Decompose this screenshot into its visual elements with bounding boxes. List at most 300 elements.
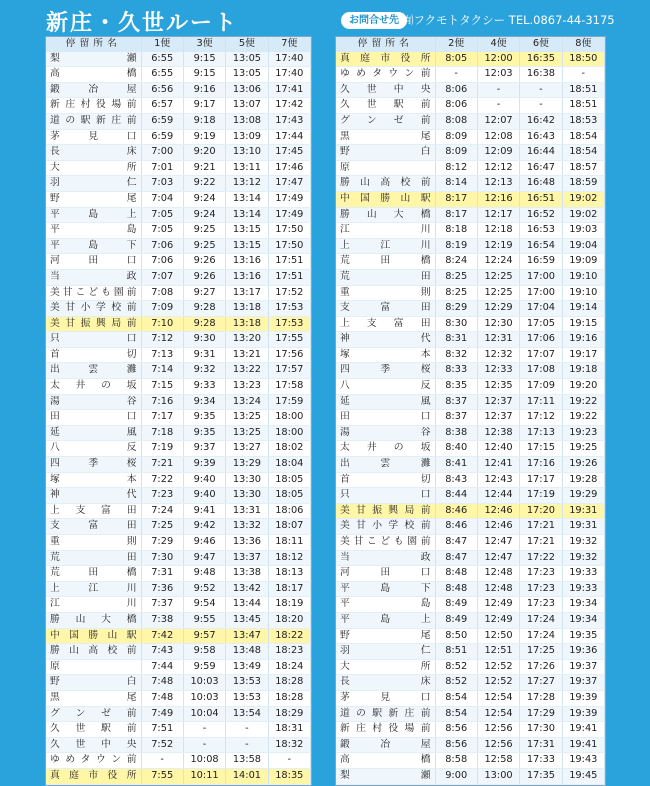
departure-time: 8:06 [435,82,477,98]
stop-name: 原 [46,659,141,675]
departure-time: 8:52 [435,659,477,675]
stop-name: 梨瀬 [336,768,435,784]
departure-time: 7:43 [141,644,183,660]
departure-time: 9:17 [183,98,225,114]
table-row [46,441,311,457]
departure-time: 17:12 [520,410,562,426]
stop-name: 久世駅前 [46,722,141,738]
contact-badge: お問合せ先 [341,12,407,29]
departure-time: 12:47 [477,550,519,566]
table-row [336,394,605,410]
departure-time: 6:55 [141,67,183,83]
departure-time: 17:55 [268,332,310,348]
table-row [46,612,311,628]
stop-name: 梨瀬 [46,52,141,67]
departure-time: 8:46 [435,519,477,535]
departure-time: 12:54 [477,690,519,706]
table-row [336,737,605,753]
departure-time: 9:35 [183,425,225,441]
stop-name: 鍛冶屋 [336,737,435,753]
departure-time: 12:16 [477,191,519,207]
departure-time: 13:08 [226,113,268,129]
departure-time: 13:25 [226,410,268,426]
departure-time: 8:47 [435,550,477,566]
departure-time: 7:18 [141,425,183,441]
departure-time: 9:41 [183,503,225,519]
departure-time: 16:54 [520,238,562,254]
departure-time: 8:12 [435,160,477,176]
stop-name: 高橋 [336,753,435,769]
table-row [46,98,311,114]
departure-time: 7:03 [141,176,183,192]
departure-time: 13:00 [477,768,519,784]
departure-time: 19:37 [562,675,604,691]
stop-name: 荒田 [336,269,435,285]
departure-time: 7:48 [141,675,183,691]
table-row [336,581,605,597]
departure-time: 17:05 [520,316,562,332]
departure-time: 12:48 [477,566,519,582]
departure-time: 16:43 [520,129,562,145]
stop-name: 平島 [46,223,141,239]
departure-time: - [226,737,268,753]
table-row [336,301,605,317]
departure-time: 12:25 [477,285,519,301]
departure-time: 12:32 [477,347,519,363]
stop-name: 道の駅新庄前 [336,706,435,722]
stop-name: 大所 [46,160,141,176]
departure-time: 9:28 [183,316,225,332]
stop-name: 勝山高校前 [336,176,435,192]
departure-time: 18:23 [268,644,310,660]
stop-name: 平島上 [46,207,141,223]
departure-time: 12:56 [477,722,519,738]
departure-time: 9:31 [183,347,225,363]
departure-time: 19:20 [562,379,604,395]
departure-time: 13:11 [226,160,268,176]
stop-name: 江川 [336,223,435,239]
departure-time: 17:51 [268,269,310,285]
departure-time: 7:48 [141,690,183,706]
departure-time: - [183,737,225,753]
table-header-row [46,37,311,52]
departure-time: 13:18 [226,301,268,317]
table-row [336,425,605,441]
departure-time: 12:49 [477,612,519,628]
departure-time: 12:24 [477,254,519,270]
departure-time: 12:47 [477,535,519,551]
departure-time: 12:51 [477,644,519,660]
departure-time: 8:44 [435,488,477,504]
departure-time: 17:20 [520,503,562,519]
stop-name: 勝山高校前 [46,644,141,660]
departure-time: 13:58 [226,753,268,769]
table-row [46,519,311,535]
table-row [46,82,311,98]
stop-name: 平島 [336,597,435,613]
departure-time: 17:59 [268,394,310,410]
departure-time: 18:22 [268,628,310,644]
departure-time: 7:01 [141,160,183,176]
departure-time: 12:40 [477,441,519,457]
table-row [46,690,311,706]
departure-time: 17:57 [268,363,310,379]
stop-name: 野白 [336,145,435,161]
header-trip: 5便 [226,37,268,52]
departure-time: 19:22 [562,394,604,410]
table-row [336,347,605,363]
table-row [46,737,311,753]
departure-time: 17:23 [520,581,562,597]
stop-name: 勝山大橋 [336,207,435,223]
table-row [46,410,311,426]
departure-time: 13:48 [226,644,268,660]
table-row [336,82,605,98]
departure-time: 18:12 [268,550,310,566]
departure-time: 8:51 [435,644,477,660]
departure-time: 17:42 [268,98,310,114]
departure-time: 9:16 [183,82,225,98]
departure-time: 13:37 [226,550,268,566]
departure-time: 13:29 [226,457,268,473]
table-row [336,67,605,83]
departure-time: 8:08 [435,113,477,129]
departure-time: 7:10 [141,316,183,332]
departure-time: - [268,753,310,769]
table-row [46,176,311,192]
departure-time: 9:20 [183,145,225,161]
table-row [336,503,605,519]
table-row [336,675,605,691]
table-row [336,519,605,535]
departure-time: - [435,67,477,83]
departure-time: 7:05 [141,223,183,239]
departure-time: 17:58 [268,379,310,395]
departure-time: 19:02 [562,207,604,223]
departure-time: 7:51 [141,722,183,738]
departure-time: 19:02 [562,191,604,207]
table-row [336,254,605,270]
departure-time: 6:59 [141,129,183,145]
departure-time: 17:49 [268,207,310,223]
departure-time: 9:25 [183,223,225,239]
stop-name: グンゼ前 [46,706,141,722]
departure-time: 19:15 [562,316,604,332]
header-stop: 停留所名 [336,37,435,52]
departure-time: 10:04 [183,706,225,722]
stop-name: 支富田 [46,519,141,535]
departure-time: 8:47 [435,535,477,551]
departure-time: 9:59 [183,659,225,675]
departure-time: 19:35 [562,628,604,644]
departure-time: 9:24 [183,191,225,207]
departure-time: 6:57 [141,98,183,114]
departure-time: 19:10 [562,269,604,285]
table-row [46,223,311,239]
table-row [46,52,311,67]
table-row [336,191,605,207]
departure-time: 19:32 [562,535,604,551]
departure-time: 17:23 [520,566,562,582]
departure-time: 17:40 [268,52,310,67]
departure-time: 12:54 [477,706,519,722]
departure-time: 7:13 [141,347,183,363]
departure-time: 7:09 [141,301,183,317]
table-row [336,612,605,628]
table-row [336,145,605,161]
table-row [46,457,311,473]
departure-time: 8:54 [435,690,477,706]
departure-time: 17:50 [268,223,310,239]
stop-name: ゆめタウン前 [336,67,435,83]
table-row [336,379,605,395]
timetable-inbound [335,36,606,786]
stop-name: 勝山大橋 [46,612,141,628]
stop-name: 当政 [46,269,141,285]
departure-time: 19:31 [562,519,604,535]
stop-name: 荒田 [46,550,141,566]
departure-time: 17:27 [520,675,562,691]
table-row [336,238,605,254]
stop-name: 羽仁 [336,644,435,660]
departure-time: 12:25 [477,269,519,285]
departure-time: 8:17 [435,191,477,207]
stop-name: 上江川 [46,581,141,597]
stop-name: 延風 [46,425,141,441]
stop-name: 茅見口 [336,690,435,706]
table-row [46,254,311,270]
stop-name: 首切 [336,472,435,488]
departure-time: 17:25 [520,644,562,660]
departure-time: 13:24 [226,394,268,410]
departure-time: 16:52 [520,207,562,223]
departure-time: 19:25 [562,441,604,457]
departure-time: 12:52 [477,659,519,675]
departure-time: 9:40 [183,472,225,488]
departure-time: 19:41 [562,722,604,738]
stop-name: 羽仁 [46,176,141,192]
departure-time: 19:45 [562,768,604,784]
departure-time: 13:05 [226,52,268,67]
departure-time: 18:07 [268,519,310,535]
departure-time: 18:31 [268,722,310,738]
stop-name: 八反 [46,441,141,457]
table-row [46,160,311,176]
stop-name: 延風 [336,394,435,410]
departure-time: 8:06 [435,98,477,114]
stop-name: 河田口 [336,566,435,582]
departure-time: 8:41 [435,457,477,473]
departure-time: 16:51 [520,191,562,207]
header-trip: 4便 [477,37,519,52]
departure-time: 17:21 [520,519,562,535]
departure-time: 8:31 [435,332,477,348]
table-row [336,488,605,504]
departure-time: 12:46 [477,519,519,535]
stop-name: 美甘振興局前 [336,503,435,519]
departure-time: 9:00 [435,768,477,784]
departure-time: 18:57 [562,160,604,176]
departure-time: 13:53 [226,690,268,706]
departure-time: 17:51 [268,254,310,270]
table-row [336,753,605,769]
stop-name: 茅見口 [46,129,141,145]
header-trip: 1便 [141,37,183,52]
departure-time: 18:50 [562,52,604,67]
departure-time: 17:00 [520,269,562,285]
table-row [336,566,605,582]
departure-time: 17:29 [520,706,562,722]
table-row [46,207,311,223]
table-row [336,129,605,145]
departure-time: 12:41 [477,457,519,473]
stop-name: 田口 [46,410,141,426]
departure-time: 17:08 [520,363,562,379]
departure-time: 9:57 [183,628,225,644]
departure-time: 13:16 [226,269,268,285]
stop-name: 江川 [46,597,141,613]
departure-time: 12:03 [477,67,519,83]
departure-time: 8:35 [435,379,477,395]
departure-time: 17:49 [268,191,310,207]
table-row [46,113,311,129]
departure-time: 9:40 [183,488,225,504]
departure-time: 17:46 [268,160,310,176]
departure-time: 9:55 [183,612,225,628]
departure-time: 9:46 [183,535,225,551]
departure-time: 17:50 [268,238,310,254]
departure-time: 18:54 [562,129,604,145]
stop-name: 真庭市役所 [336,52,435,67]
departure-time: 7:21 [141,457,183,473]
table-row [46,301,311,317]
departure-time: 8:48 [435,581,477,597]
departure-time: 16:44 [520,145,562,161]
departure-time: 17:23 [520,597,562,613]
departure-time: 12:29 [477,301,519,317]
departure-time: 13:36 [226,535,268,551]
table-row [336,269,605,285]
departure-time: 8:33 [435,363,477,379]
departure-time: 18:51 [562,98,604,114]
departure-time: 7:30 [141,550,183,566]
departure-time: 7:52 [141,737,183,753]
departure-time: 7:04 [141,191,183,207]
departure-time: 8:37 [435,410,477,426]
stop-name: 出雲灘 [336,457,435,473]
departure-time: 7:25 [141,519,183,535]
departure-time: 7:05 [141,207,183,223]
departure-time: 9:26 [183,254,225,270]
departure-time: 18:32 [268,737,310,753]
departure-time: 19:23 [562,425,604,441]
table-row [46,488,311,504]
departure-time: 8:49 [435,597,477,613]
table-row [336,659,605,675]
departure-time: 19:32 [562,550,604,566]
departure-time: 13:15 [226,238,268,254]
table-row [46,550,311,566]
departure-time: 13:18 [226,316,268,332]
stop-name: 美甘こども園前 [336,535,435,551]
departure-time: - [226,722,268,738]
table-row [46,472,311,488]
departure-time: 12:37 [477,394,519,410]
stop-name: 原 [336,160,435,176]
departure-time: 16:53 [520,223,562,239]
departure-time: 8:14 [435,176,477,192]
header-trip: 3便 [183,37,225,52]
departure-time: 13:09 [226,129,268,145]
table-row [336,457,605,473]
departure-time: 12:56 [477,737,519,753]
table-row [46,316,311,332]
departure-time: 17:04 [520,301,562,317]
departure-time: 13:07 [226,98,268,114]
departure-time: - [477,82,519,98]
table-row [336,363,605,379]
departure-time: 7:44 [141,659,183,675]
departure-time: 13:14 [226,207,268,223]
departure-time: 13:23 [226,379,268,395]
departure-time: 17:33 [520,753,562,769]
table-row [336,706,605,722]
departure-time: 13:31 [226,503,268,519]
departure-time: 12:18 [477,223,519,239]
header-trip: 2便 [435,37,477,52]
stop-name: グンゼ前 [336,113,435,129]
departure-time: 14:01 [226,768,268,784]
stop-name: 長床 [46,145,141,161]
stop-name: 神代 [336,332,435,348]
departure-time: 9:15 [183,52,225,67]
departure-time: 13:21 [226,347,268,363]
table-row [46,332,311,348]
departure-time: 19:29 [562,488,604,504]
stop-name: 平島下 [46,238,141,254]
departure-time: 18:53 [562,113,604,129]
route-title: 新庄・久世ルート [46,11,239,36]
stop-name: 黒尾 [336,129,435,145]
departure-time: 18:28 [268,690,310,706]
table-row [46,659,311,675]
departure-time: 9:42 [183,519,225,535]
departure-time: 7:24 [141,503,183,519]
table-row [46,503,311,519]
departure-time: 17:41 [268,82,310,98]
departure-time: 8:58 [435,753,477,769]
departure-time: 18:05 [268,472,310,488]
table-row [46,768,311,784]
departure-time: 12:52 [477,675,519,691]
departure-time: 12:00 [477,52,519,67]
stop-name: 荒田橋 [46,566,141,582]
stop-name: 湯谷 [46,394,141,410]
departure-time: 12:31 [477,332,519,348]
departure-time: 17:45 [268,145,310,161]
departure-time: 17:26 [520,659,562,675]
departure-time: 13:05 [226,67,268,83]
departure-time: 18:17 [268,581,310,597]
table-row [46,581,311,597]
stop-name: 重則 [46,535,141,551]
departure-time: - [520,98,562,114]
departure-time: 13:16 [226,254,268,270]
departure-time: 17:09 [520,379,562,395]
departure-time: - [141,753,183,769]
departure-time: 9:34 [183,394,225,410]
stop-name: 重則 [336,285,435,301]
